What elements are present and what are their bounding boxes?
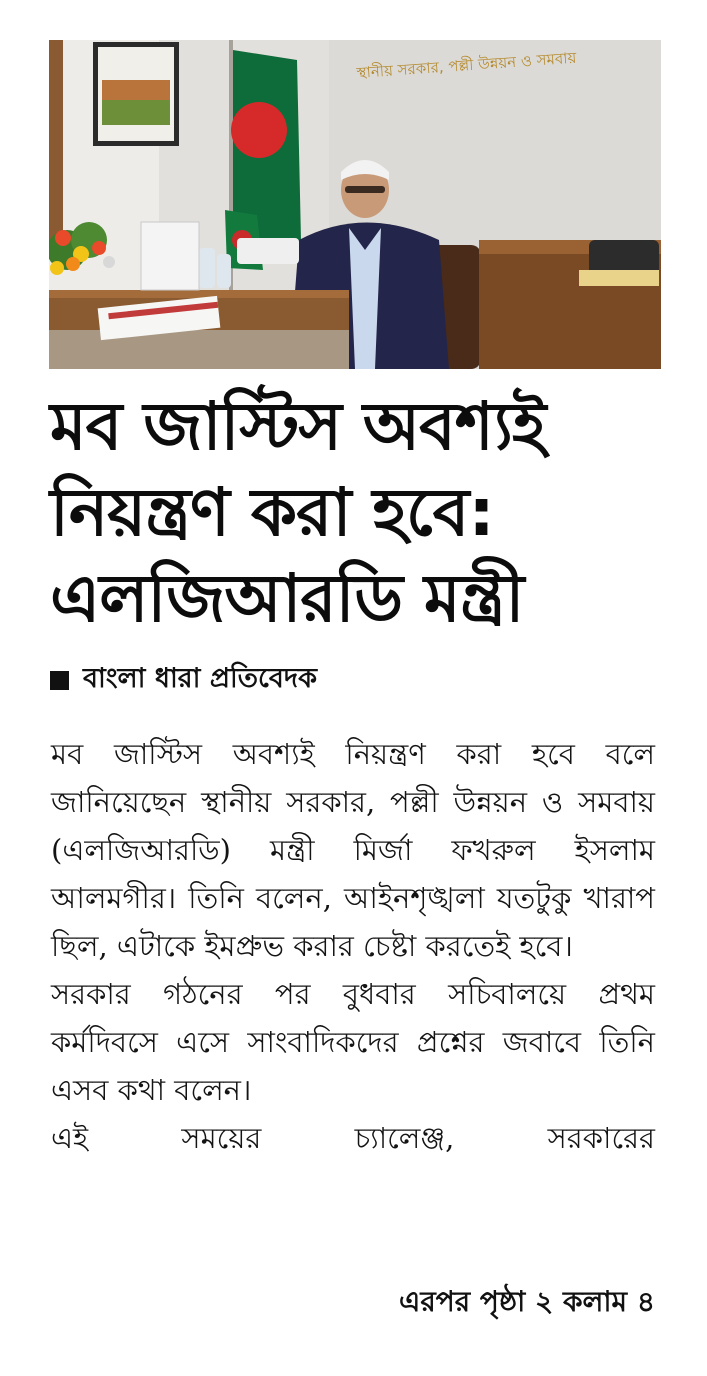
article-photo	[49, 40, 661, 369]
article-paragraph-1: মব জাস্টিস অবশ্যই নিয়ন্ত্রণ করা হবে বলে জানিয়েছেন স্থানীয় সরকার, পল্লী উন্নয়ন ও সমবায় (এলজিআরডি) মন্ত্রী মির্জা ফখরুল ইসলাম আলমগীর। তিনি বলেন, আইনশৃঙ্খলা যতটুকু খারাপ ছিল, এটাকে ইমপ্রুভ করার চেষ্টা করতেই হবে।	[51, 737, 655, 963]
article-body	[51, 730, 655, 1162]
wall-frame	[93, 42, 179, 146]
headline-line-2: নিয়ন্ত্রণ করা হবে:	[50, 474, 494, 551]
byline	[50, 660, 317, 700]
wall-sign: স্থানীয় সরকার, পল্লী উন্নয়ন ও সমবায়	[356, 48, 577, 82]
headline-line-1: মব জাস্টিস অবশ্যই	[50, 388, 546, 465]
article-paragraph-2: সরকার গঠনের পর বুধবার সচিবালয়ে প্রথম কর্মদিবসে এসে সাংবাদিকদের প্রশ্নের জবাবে তিনি এসব কথা বলেন।	[51, 977, 655, 1107]
byline-text: বাংলা ধারা প্রতিবেদক	[83, 662, 317, 694]
continued-on-page: এরপর পৃষ্ঠা ২ কলাম ৪	[399, 1285, 655, 1318]
headline	[50, 384, 670, 642]
byline-square-icon	[50, 671, 69, 690]
article-paragraph-3: এই সময়ের চ্যালেঞ্জ, সরকারের	[51, 1121, 655, 1155]
headline-line-3: এলজিআরডি মন্ত্রী	[50, 560, 524, 637]
minister-office-photo	[49, 40, 661, 369]
